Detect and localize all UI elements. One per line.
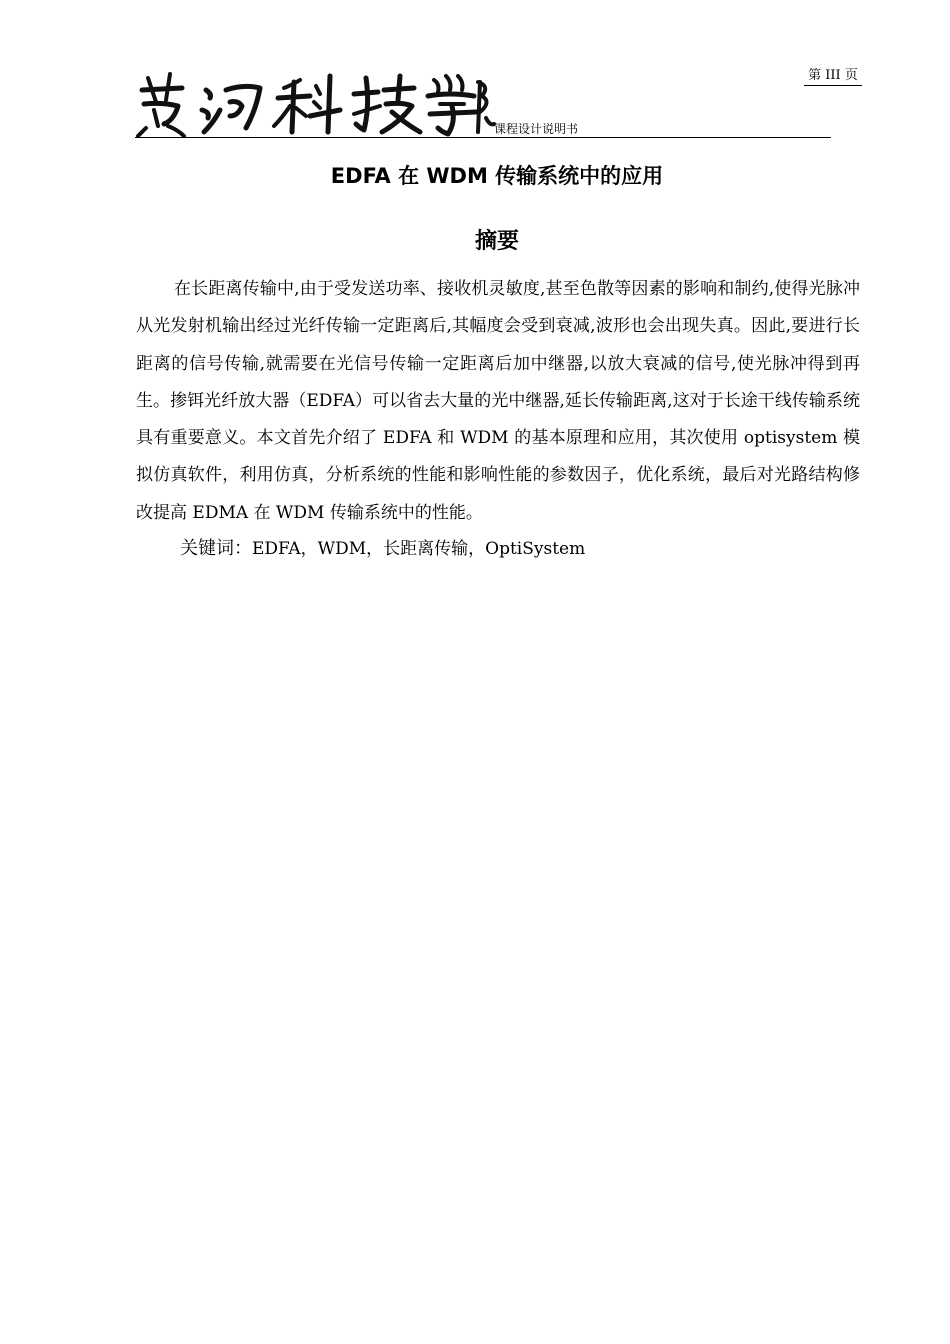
school-logo [134,66,496,138]
page-number: 第 III 页 [804,64,862,86]
abstract-heading: 摘要 [474,229,519,254]
header-rule [135,137,831,138]
keywords-label: 关键词： [180,538,252,559]
document-type-label: 课程设计说明书 [494,122,579,136]
keywords-text: EDFA，WDM，长距离传输，OptiSystem [252,539,586,559]
abstract-body: 在长距离传输中,由于受发送功率、接收机灵敏度,甚至色散等因素的影响和制约,使得光脉冲从光发射机输出经过光纤传输一定距离后,其幅度会受到衰减,波形也会出现失真。因此,要进行长距离的信号传输,就需要在光信号传输一定距离后加中继器,以放大衰减的信号,使光脉冲得到再生。掺铒光纤放大器（EDFA）可以省去大量的光中继器,延长传输距离,这对于长途干线传输系统具有重要意义。本文首先介绍了 EDFA 和 WDM 的基本原理和应用，其次使用 optisystem 模拟仿真软件，利用仿真，分析系统的性能和影响性能的参数因子，优化系统，最后对光路结构修改提高 EDMA 在 WDM 传输系统中的性能。 [136,279,860,523]
keywords-line [180,534,585,564]
document-title: EDFA 在 WDM 传输系统中的应用 [330,164,664,188]
